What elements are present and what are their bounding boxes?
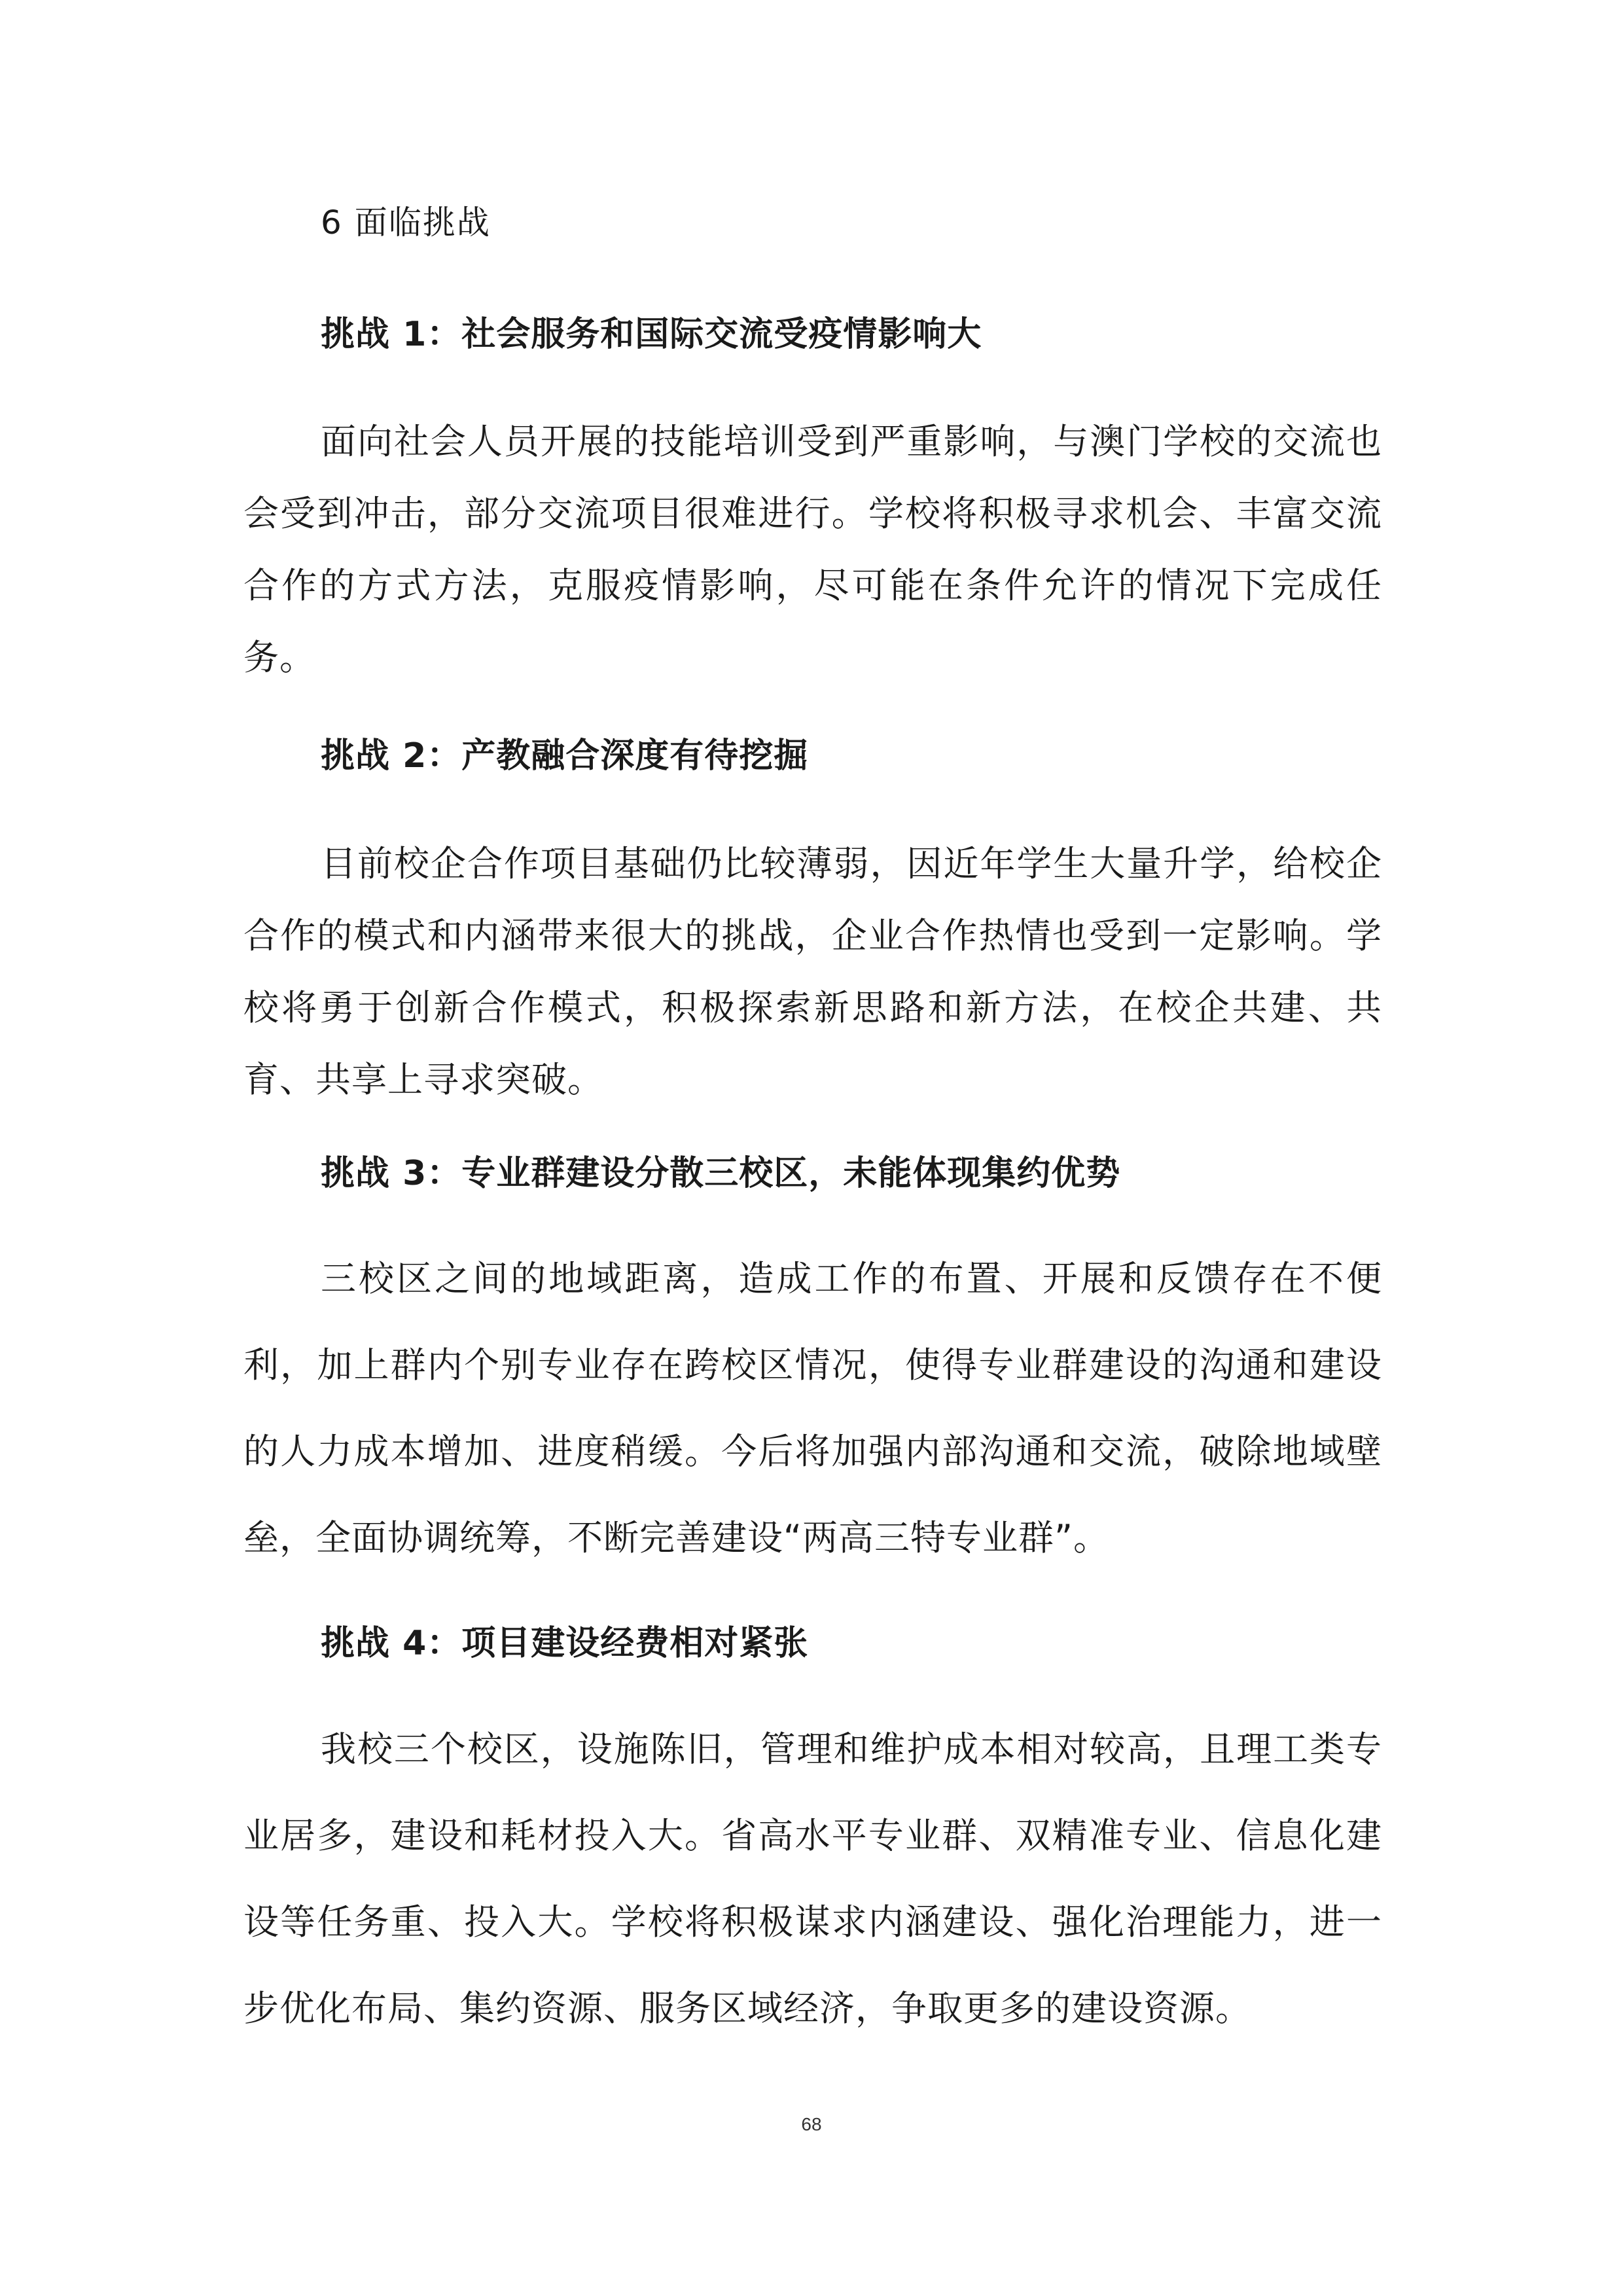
challenge-2-body: 目前校企合作项目基础仍比较薄弱，因近年学生大量升学，给校企合作的模式和内涵带来很大的挑战，企业合作热情也受到一定影响。学校将勇于创新合作模式，积极探索新思路和新方法，在校企共建、共育、共享上寻求突破。 bbox=[243, 843, 1382, 1100]
challenge-4-body: 我校三个校区，设施陈旧，管理和维护成本相对较高，且理工类专业居多，建设和耗材投入大。省高水平专业群、双精准专业、信息化建设等任务重、投入大。学校将积极谋求内涵建设、强化治理能力，进一步优化布局、集约资源、服务区域经济，争取更多的建设资源。 bbox=[243, 1729, 1382, 2029]
section-title: 6 面临挑战 bbox=[321, 204, 491, 242]
challenge-1-title: 挑战 1：社会服务和国际交流受疫情影响大 bbox=[321, 315, 982, 354]
challenge-2-title: 挑战 2：产教融合深度有待挖掘 bbox=[321, 736, 809, 776]
challenge-3-body: 三校区之间的地域距离，造成工作的布置、开展和反馈存在不便利，加上群内个别专业存在跨校区情况，使得专业群建设的沟通和建设的人力成本增加、进度稍缓。今后将加强内部沟通和交流，破除地域壁垒，全面协调统筹，不断完善建设“两高三特专业群”。 bbox=[243, 1258, 1382, 1558]
page-number: 68 bbox=[801, 2114, 822, 2134]
challenge-1-body: 面向社会人员开展的技能培训受到严重影响，与澳门学校的交流也会受到冲击，部分交流项目很难进行。学校将积极寻求机会、丰富交流合作的方式方法，克服疫情影响，尽可能在条件允许的情况下完成任务。 bbox=[243, 421, 1382, 678]
challenge-3-title: 挑战 3：专业群建设分散三校区，未能体现集约优势 bbox=[321, 1154, 1121, 1193]
challenge-4-title: 挑战 4：项目建设经费相对紧张 bbox=[321, 1624, 809, 1663]
